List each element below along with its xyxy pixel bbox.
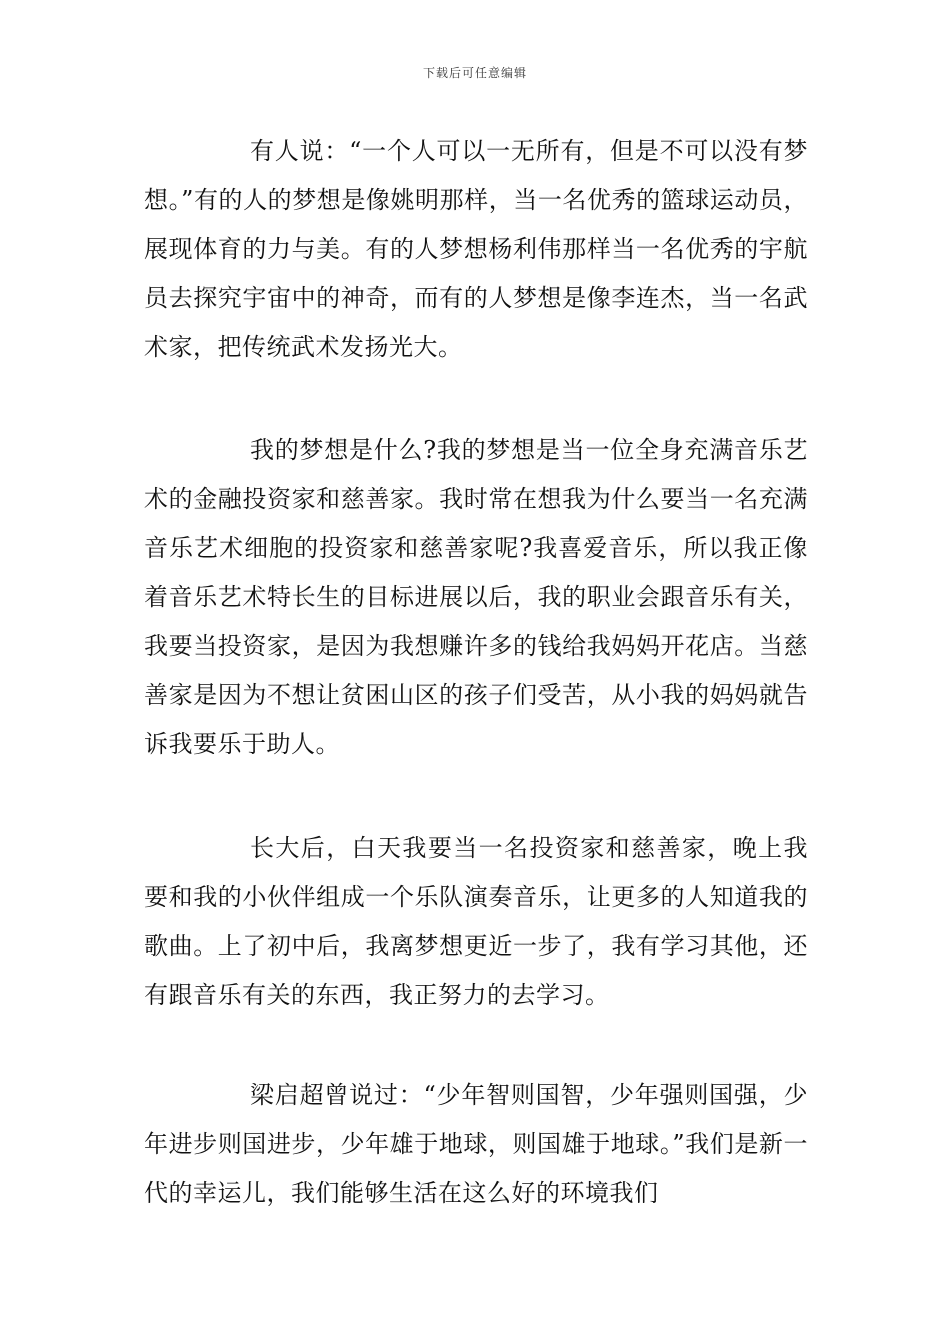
paragraph-4: 梁启超曾说过：“少年智则国智，少年强则国强，少年进步则国进步，少年雄于地球，则国雄于地球。”我们是新一代的幸运儿，我们能够生活在这么好的环境我们 [144, 1081, 808, 1207]
paragraph-1: 有人说：“一个人可以一无所有，但是不可以没有梦想。”有的人的梦想是像姚明那样，当一名优秀的篮球运动员，展现体育的力与美。有的人梦想杨利伟那样当一名优秀的宇航员去探究宇宙中的神奇，而有的人梦想是像李连杰，当一名武术家，把传统武术发扬光大。 [144, 137, 808, 361]
page-header: 下载后可任意编辑 [422, 66, 527, 80]
paragraph-3: 长大后，白天我要当一名投资家和慈善家，晚上我要和我的小伙伴组成一个乐队演奏音乐，让更多的人知道我的歌曲。上了初中后，我离梦想更近一步了，我有学习其他，还有跟音乐有关的东西，我正努力的去学习。 [144, 834, 808, 1009]
paragraph-2: 我的梦想是什么?我的梦想是当一位全身充满音乐艺术的金融投资家和慈善家。我时常在想我为什么要当一名充满音乐艺术细胞的投资家和慈善家呢?我喜爱音乐，所以我正像着音乐艺术特长生的目标进展以后，我的职业会跟音乐有关，我要当投资家，是因为我想赚许多的钱给我妈妈开花店。当慈善家是因为不想让贫困山区的孩子们受苦，从小我的妈妈就告诉我要乐于助人。 [144, 436, 808, 758]
